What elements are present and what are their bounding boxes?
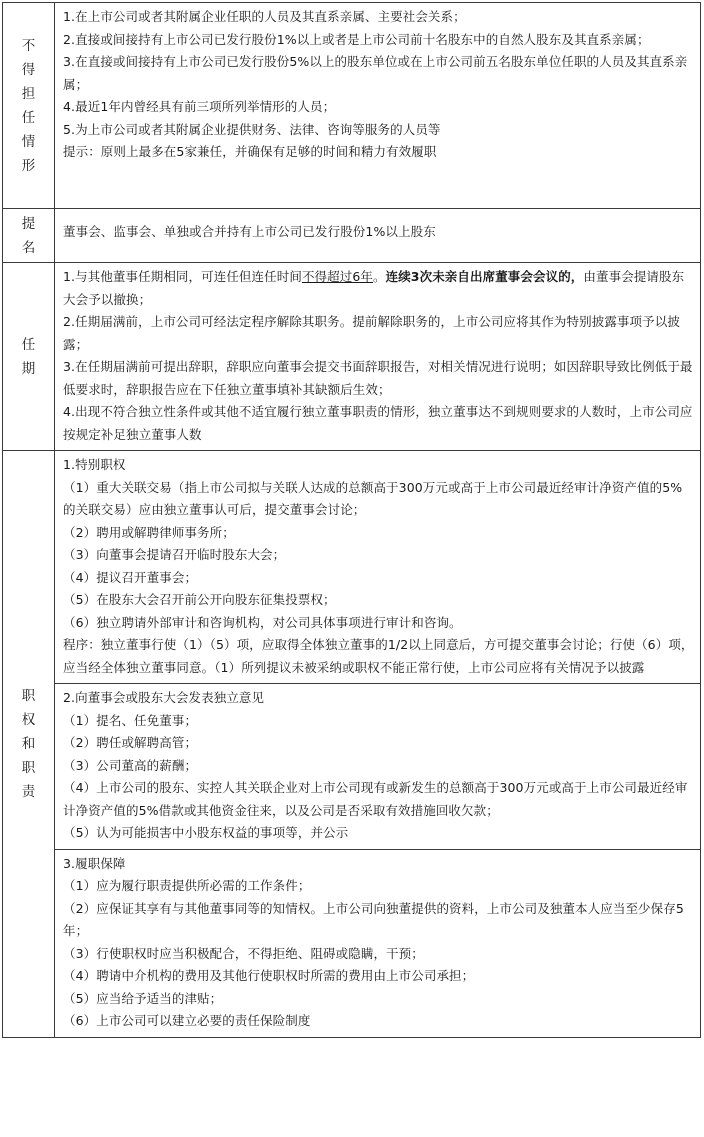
row-label-text: 提名	[21, 215, 36, 256]
hint-text: 提示：原则上最多在5家兼任，并确保有足够的时间和精力有效履职	[63, 144, 437, 159]
term-absence-bold: 连续3次未亲自出席董事会会议的，	[385, 269, 584, 284]
row-label-nomination	[3, 209, 55, 262]
list-item: 4.出现不符合独立性条件或其他不适宜履行独立董事职责的情形，独立董事达不到规则要求的人数时，上市公司应按规定补足独立董事人数	[63, 404, 693, 442]
content-block-guarantees	[55, 849, 700, 1037]
row-label-text: 职权和职责	[21, 687, 36, 800]
list-item: （2）聘任或解聘高管；	[63, 735, 198, 750]
list-item: （5）在股东大会召开前公开向股东征集投票权；	[63, 592, 336, 607]
term-text: 1.与其他董事任期相同，可连任但连任时间	[63, 269, 302, 284]
row-content-powers	[55, 451, 701, 1037]
row-label-disqualifications	[3, 3, 55, 208]
list-item: 4.最近1年内曾经具有前三项所列举情形的人员；	[63, 99, 336, 114]
section-heading: 1.特别职权	[63, 457, 126, 472]
list-item: （4）上市公司的股东、实控人其关联企业对上市公司现有或新发生的总额高于300万元或高于上市公司最近经审计净资产值的5%借款或其他资金往来，以及公司是否采取有效措施回收欠款；	[63, 780, 688, 818]
table-row-powers	[3, 451, 701, 1038]
list-item: （6）上市公司可以建立必要的责任保险制度	[63, 1013, 311, 1028]
list-item: （1）重大关联交易（指上市公司拟与关联人达成的总额高于300万元或高于上市公司最近经审计净资产值的5%的关联交易）应由独立董事认可后，提交董事会讨论；	[63, 479, 683, 517]
list-item: 董事会、监事会、单独或合并持有上市公司已发行股份1%以上股东	[63, 224, 436, 239]
list-item: 2.直接或间接持有上市公司已发行股份1%以上或者是上市公司前十名股东中的自然人股东及其直系亲属；	[63, 31, 650, 47]
list-item: （3）公司董高的薪酬；	[63, 757, 198, 773]
row-label-powers	[3, 451, 55, 1037]
row-label-text: 不得担任情形	[21, 37, 36, 174]
list-item: 1.在上市公司或者其附属企业任职的人员及其直系亲属、主要社会关系；	[63, 9, 466, 24]
term-text: 由董事会提请股东大会予以撤换；	[63, 269, 685, 307]
list-item	[63, 266, 694, 311]
section-heading: 3.履职保障	[63, 855, 126, 871]
content-block-opinions	[55, 683, 700, 849]
list-item: 2.任期届满前，上市公司可经法定程序解除其职务。提前解除职务的，上市公司应将其作为特别披露事项予以披露；	[63, 314, 680, 352]
content-block-special-powers	[55, 451, 700, 683]
procedure-text: 程序：独立董事行使（1）（5）项，应取得全体独立董事的1/2以上同意后，方可提交董事会讨论；行使（6）项，应当经全体独立董事同意。（1）所列提议未被采纳或职权不能正常行使，上市公司应将有关情况予以披露	[63, 637, 694, 675]
row-content-nomination	[55, 209, 701, 262]
list-item: （2）聘用或解聘律师事务所；	[63, 524, 235, 540]
term-text: 。	[373, 269, 386, 284]
list-item: 3.在直接或间接持有上市公司已发行股份5%以上的股东单位或在上市公司前五名股东单位任职的人员及其直系亲属；	[63, 54, 688, 92]
row-label-term	[3, 263, 55, 450]
list-item: （3）行使职权时应当积极配合，不得拒绝、阻碍或隐瞒，干预；	[63, 945, 424, 961]
list-item: （6）独立聘请外部审计和咨询机构，对公司具体事项进行审计和咨询。	[63, 614, 462, 630]
content-block	[55, 3, 700, 168]
list-item: （2）应保证其享有与其他董事同等的知情权。上市公司向独董提供的资料，上市公司及独董本人应当至少保存5年；	[63, 900, 684, 938]
list-item: 3.在任期届满前可提出辞职，辞职应向董事会提交书面辞职报告，对相关情况进行说明；如因辞职导致比例低于最低要求时，辞职报告应在下任独立董事填补其缺额后生效；	[63, 359, 693, 397]
list-item: （1）应为履行职责提供所必需的工作条件；	[63, 878, 311, 893]
table-row-nomination	[3, 209, 701, 263]
row-label-text: 任期	[21, 336, 36, 377]
row-content-term	[55, 263, 701, 450]
content-block	[55, 209, 700, 257]
list-item: （5）应当给予适当的津贴；	[63, 990, 223, 1006]
row-content-disqualifications	[55, 3, 701, 208]
section-heading: 2.向董事会或股东大会发表独立意见	[63, 690, 265, 705]
independent-director-table	[2, 2, 701, 1038]
content-block	[55, 263, 700, 450]
list-item: （4）聘请中介机构的费用及其他行使职权时所需的费用由上市公司承担；	[63, 968, 475, 983]
table-row-disqualifications	[3, 3, 701, 209]
list-item: （4）提议召开董事会；	[63, 569, 198, 585]
list-item: 5.为上市公司或者其附属企业提供财务、法律、咨询等服务的人员等	[63, 121, 441, 137]
list-item: （1）提名、任免董事；	[63, 712, 198, 728]
term-limit-underlined: 不得超过6年	[301, 269, 373, 284]
list-item: （3）向董事会提请召开临时股东大会；	[63, 547, 286, 562]
list-item: （5）认为可能损害中小股东权益的事项等，并公示	[63, 825, 349, 840]
table-row-term	[3, 263, 701, 451]
